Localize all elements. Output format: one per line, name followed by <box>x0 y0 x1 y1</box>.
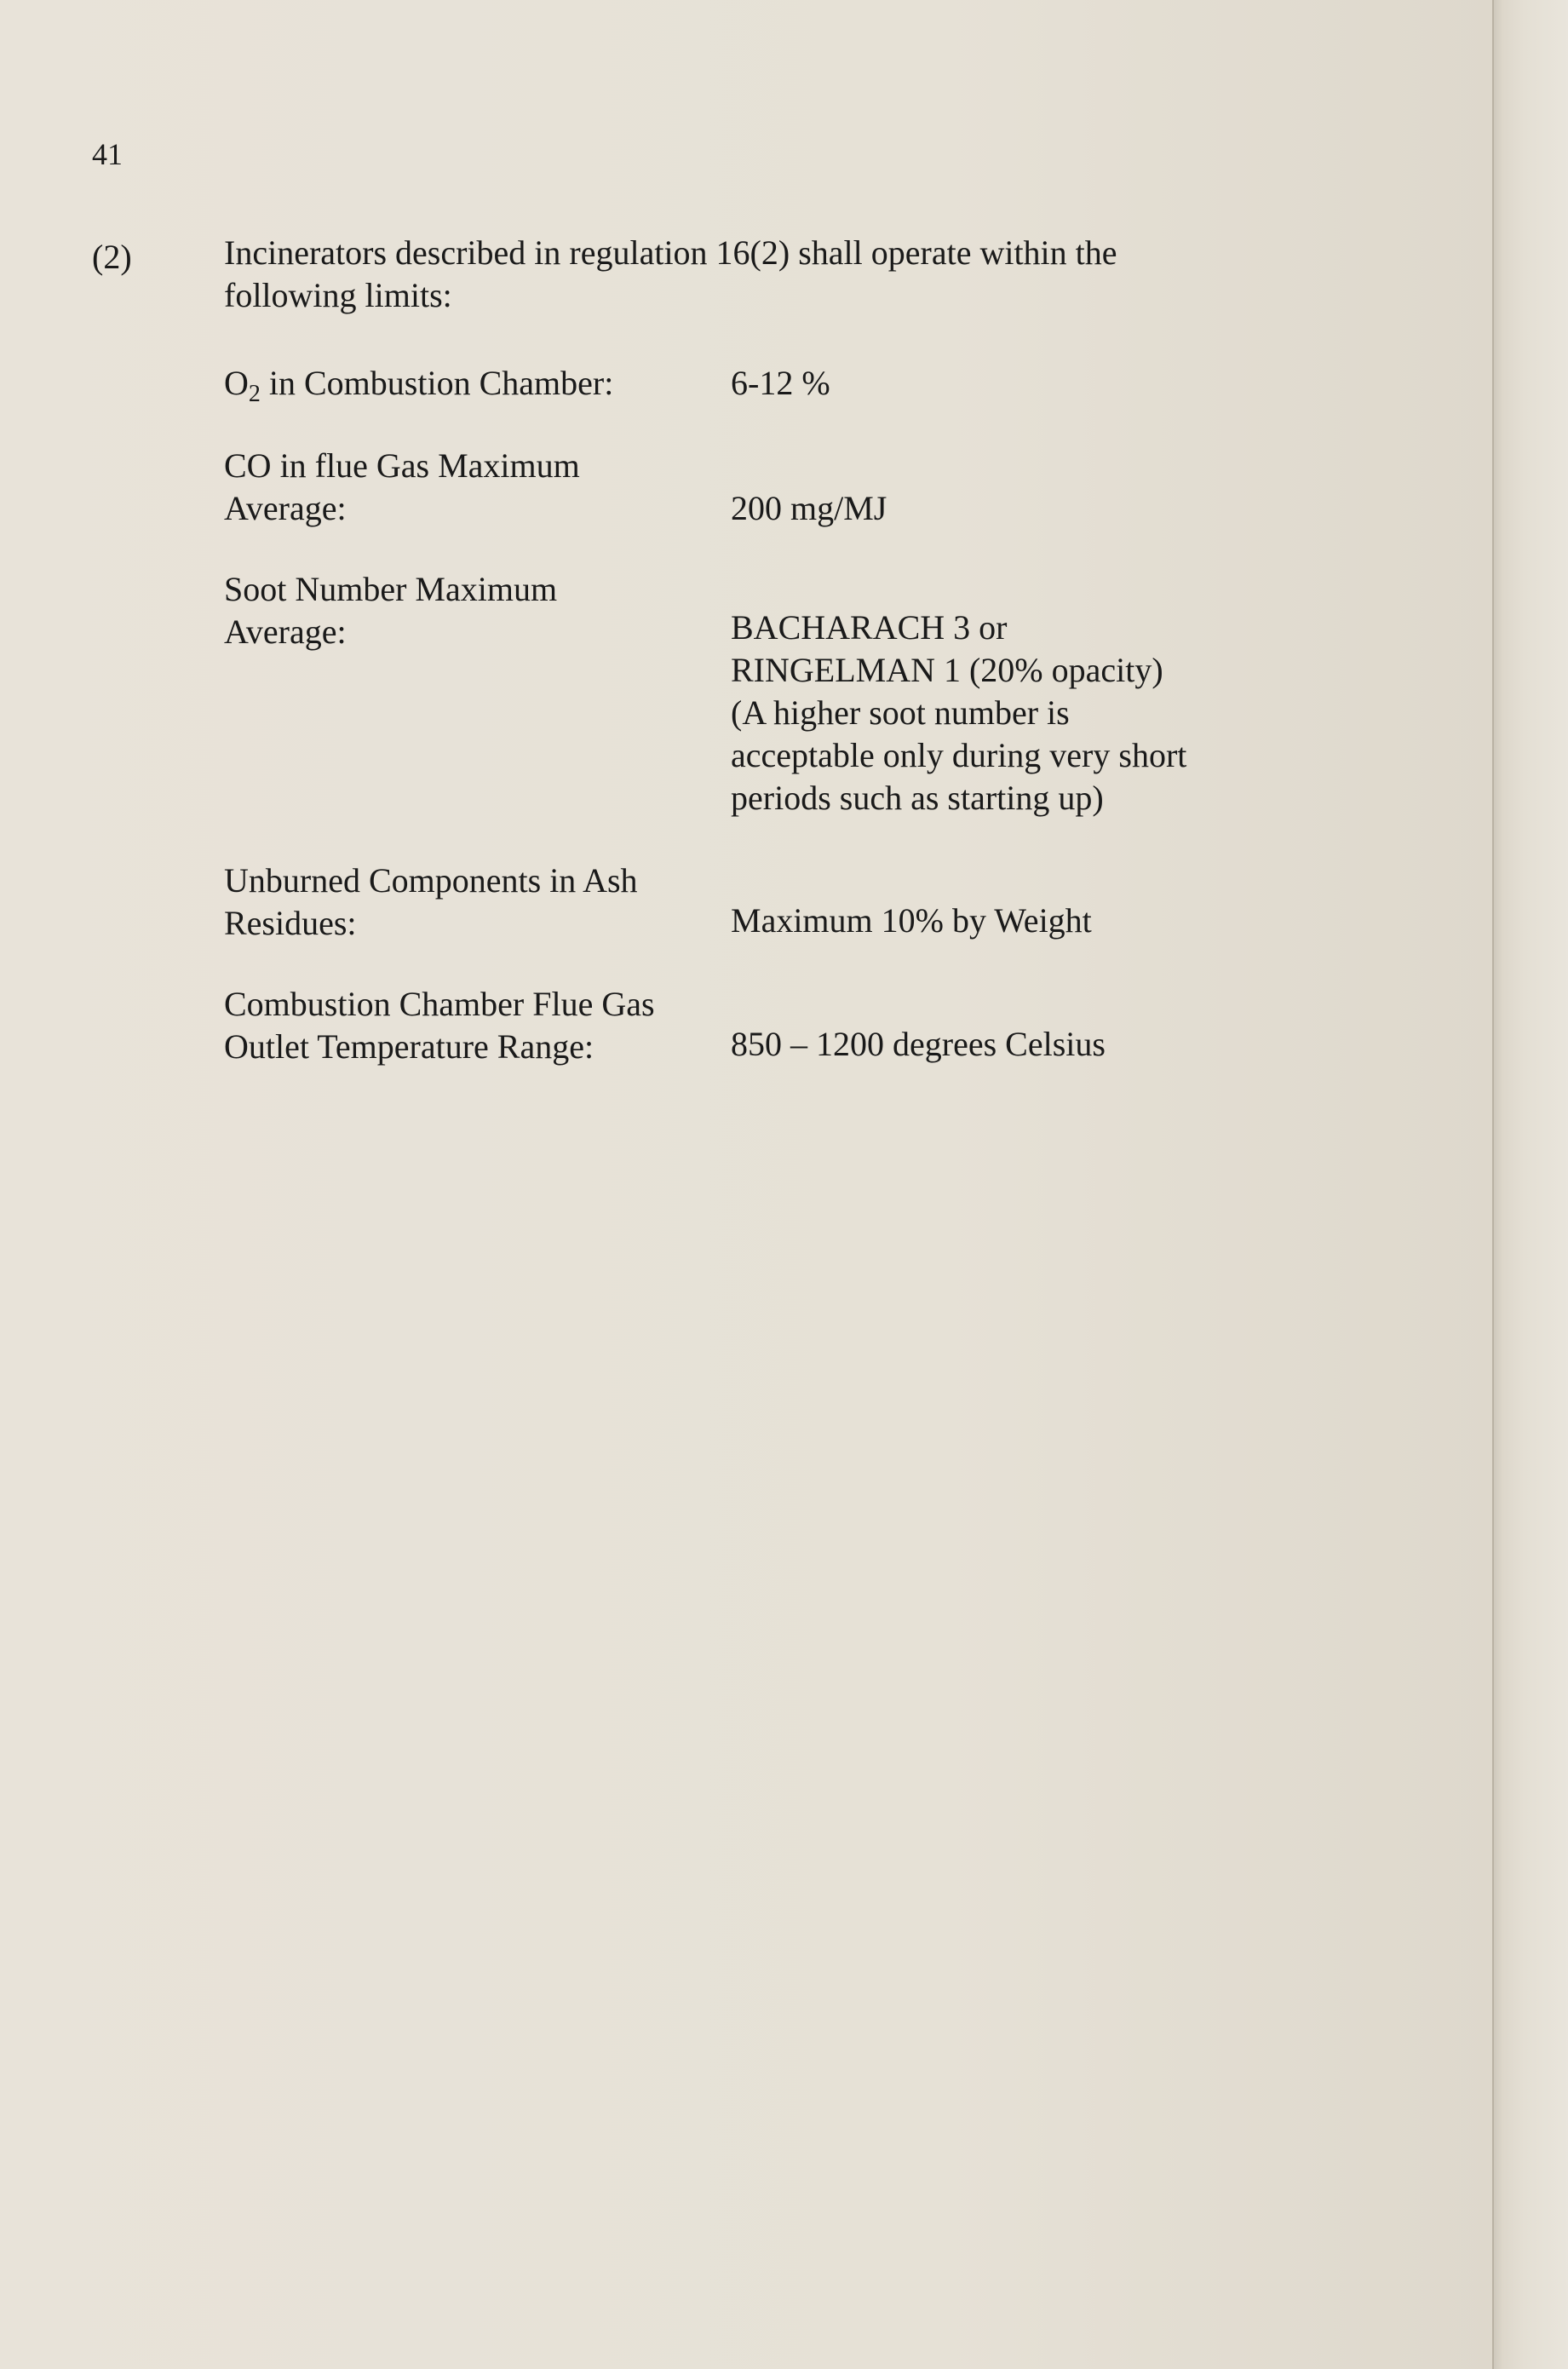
value-line: 6-12 % <box>731 364 830 402</box>
section-intro: Incinerators described in regulation 16(2) shall operate within the following limits: <box>224 233 1117 314</box>
page-number: 41 <box>92 137 123 171</box>
value-line: (A higher soot number is <box>731 693 1070 732</box>
limit-label-o2 <box>224 362 701 416</box>
limit-label-soot <box>224 568 701 653</box>
limit-label-unburned <box>224 860 701 945</box>
limit-label-temperature <box>224 983 701 1068</box>
value-line: 850 – 1200 degrees Celsius <box>731 1025 1106 1063</box>
label-line: Unburned Components in Ash <box>224 861 638 900</box>
label-line: CO in flue Gas Maximum <box>224 446 580 485</box>
value-line: BACHARACH 3 or <box>731 608 1008 647</box>
value-line: RINGELMAN 1 (20% opacity) <box>731 651 1163 689</box>
label-line: Outlet Temperature Range: <box>224 1027 594 1066</box>
label-line: Average: <box>224 489 347 527</box>
limit-value-temperature <box>731 1023 1344 1066</box>
label-line: Average: <box>224 612 347 651</box>
value-line: periods such as starting up) <box>731 779 1104 817</box>
limit-value-co <box>731 487 1344 530</box>
limit-value-o2 <box>731 362 1344 405</box>
limit-value-soot <box>731 607 1344 819</box>
value-line: Maximum 10% by Weight <box>731 901 1092 940</box>
value-line: acceptable only during very short <box>731 736 1187 774</box>
limit-label-co <box>224 445 701 530</box>
limit-value-unburned <box>731 900 1344 942</box>
label-o2-prefix: O <box>224 364 249 402</box>
section-number: (2) <box>92 238 132 276</box>
label-line: Soot Number Maximum <box>224 570 558 608</box>
label-o2-suffix: in Combustion Chamber: <box>260 364 614 402</box>
label-line: Combustion Chamber Flue Gas <box>224 985 655 1023</box>
page-binding-edge <box>1492 0 1568 2369</box>
label-o2-subscript: 2 <box>248 381 261 407</box>
value-line: 200 mg/MJ <box>731 489 887 527</box>
label-line: Residues: <box>224 904 357 942</box>
